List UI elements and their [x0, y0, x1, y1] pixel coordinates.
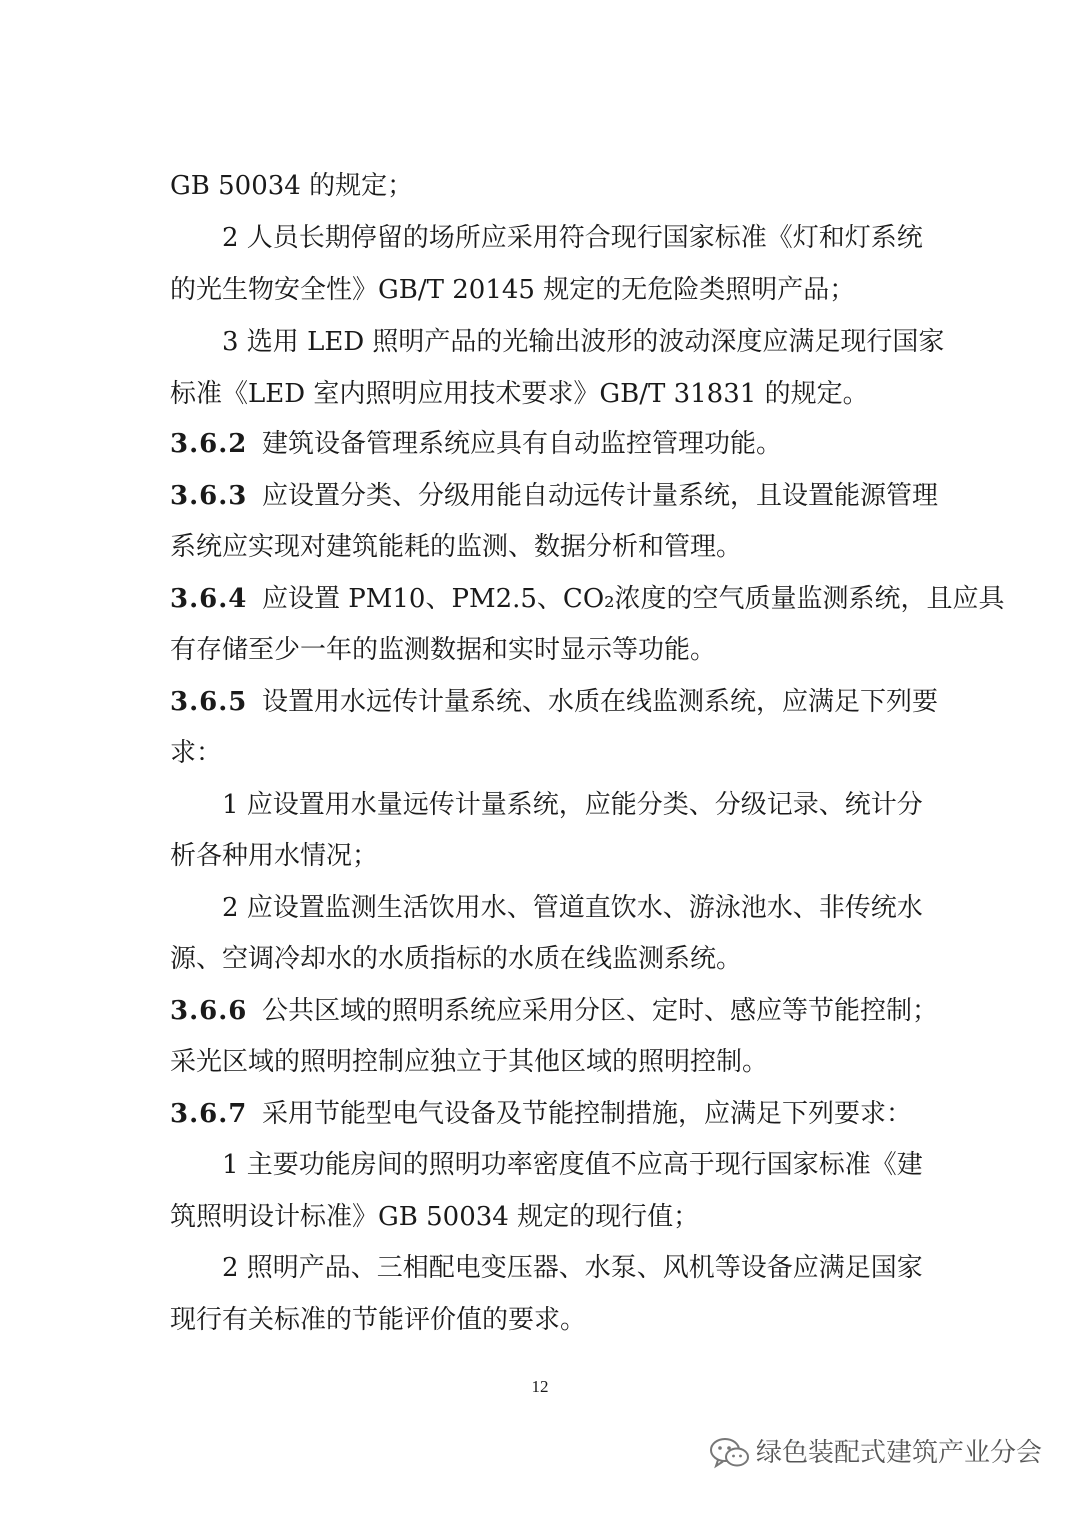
text-line [0, 830, 1080, 882]
paragraph-text: GB 50034 的规定； [170, 171, 414, 201]
clause-number: 3.6.5 [170, 687, 248, 717]
text-line [0, 676, 1080, 728]
paragraph-text: 1 主要功能房间的照明功率密度值不应高于现行国家标准《建 [222, 1150, 923, 1180]
text-line [0, 573, 1080, 625]
clause-text: 公共区域的照明系统应采用分区、定时、感应等节能控制； [262, 996, 939, 1026]
text-line [0, 1139, 1080, 1191]
clause-text: 采用节能型电气设备及节能控制措施，应满足下列要求： [262, 1099, 913, 1129]
clause-text: 建筑设备管理系统应具有自动监控管理功能。 [262, 429, 783, 459]
text-line [0, 1036, 1080, 1088]
text-line [0, 624, 1080, 676]
clause-text: 应设置分类、分级用能自动远传计量系统，且设置能源管理 [262, 481, 939, 511]
text-line [0, 470, 1080, 522]
text-line [0, 212, 1080, 264]
text-line [0, 264, 1080, 316]
paragraph-text: 源、空调冷却水的水质指标的水质在线监测系统。 [170, 944, 743, 974]
text-line [0, 1294, 1080, 1346]
paragraph-text: 现行有关标准的节能评价值的要求。 [170, 1305, 587, 1335]
clause-number: 3.6.4 [170, 584, 248, 614]
clause-number: 3.6.7 [170, 1099, 248, 1129]
clause-number: 3.6.3 [170, 481, 248, 511]
paragraph-text: 系统应实现对建筑能耗的监测、数据分析和管理。 [170, 532, 743, 562]
paragraph-text: 的光生物安全性》GB/T 20145 规定的无危险类照明产品； [170, 275, 856, 305]
clause-text: 设置用水远传计量系统、水质在线监测系统，应满足下列要 [262, 687, 939, 717]
text-line [0, 1191, 1080, 1243]
text-line [0, 368, 1080, 420]
paragraph-text: 2 人员长期停留的场所应采用符合现行国家标准《灯和灯系统 [222, 223, 923, 253]
text-line [0, 1242, 1080, 1294]
paragraph-text: 2 应设置监测生活饮用水、管道直饮水、游泳池水、非传统水 [222, 893, 923, 923]
text-line [0, 160, 1080, 212]
paragraph-text: 有存储至少一年的监测数据和实时显示等功能。 [170, 635, 717, 665]
paragraph-text: 标准《LED 室内照明应用技术要求》GB/T 31831 的规定。 [170, 379, 869, 409]
text-line [0, 727, 1080, 779]
text-line [0, 1088, 1080, 1140]
page-number: 12 [531, 1377, 549, 1396]
text-line [0, 882, 1080, 934]
paragraph-text: 筑照明设计标准》GB 50034 规定的现行值； [170, 1202, 700, 1232]
text-line [0, 985, 1080, 1037]
paragraph-text: 2 照明产品、三相配电变压器、水泵、风机等设备应满足国家 [222, 1253, 923, 1283]
text-line [0, 779, 1080, 831]
watermark-text: 绿色装配式建筑产业分会 [756, 1438, 1043, 1468]
text-line [0, 933, 1080, 985]
text-line [0, 418, 1080, 470]
paragraph-text: 析各种用水情况； [170, 841, 379, 871]
paragraph-text: 3 选用 LED 照明产品的光输出波形的波动深度应满足现行国家 [222, 327, 945, 357]
text-line [0, 521, 1080, 573]
wechat-icon [708, 1436, 752, 1470]
clause-number: 3.6.6 [170, 996, 248, 1026]
clause-number: 3.6.2 [170, 429, 248, 459]
clause-text: 应设置 PM10、PM2.5、CO₂浓度的空气质量监测系统，且应具 [262, 584, 1005, 614]
paragraph-text: 采光区域的照明控制应独立于其他区域的照明控制。 [170, 1047, 769, 1077]
paragraph-text: 求： [170, 738, 223, 768]
paragraph-text: 1 应设置用水量远传计量系统，应能分类、分级记录、统计分 [222, 790, 923, 820]
text-line [0, 316, 1080, 368]
